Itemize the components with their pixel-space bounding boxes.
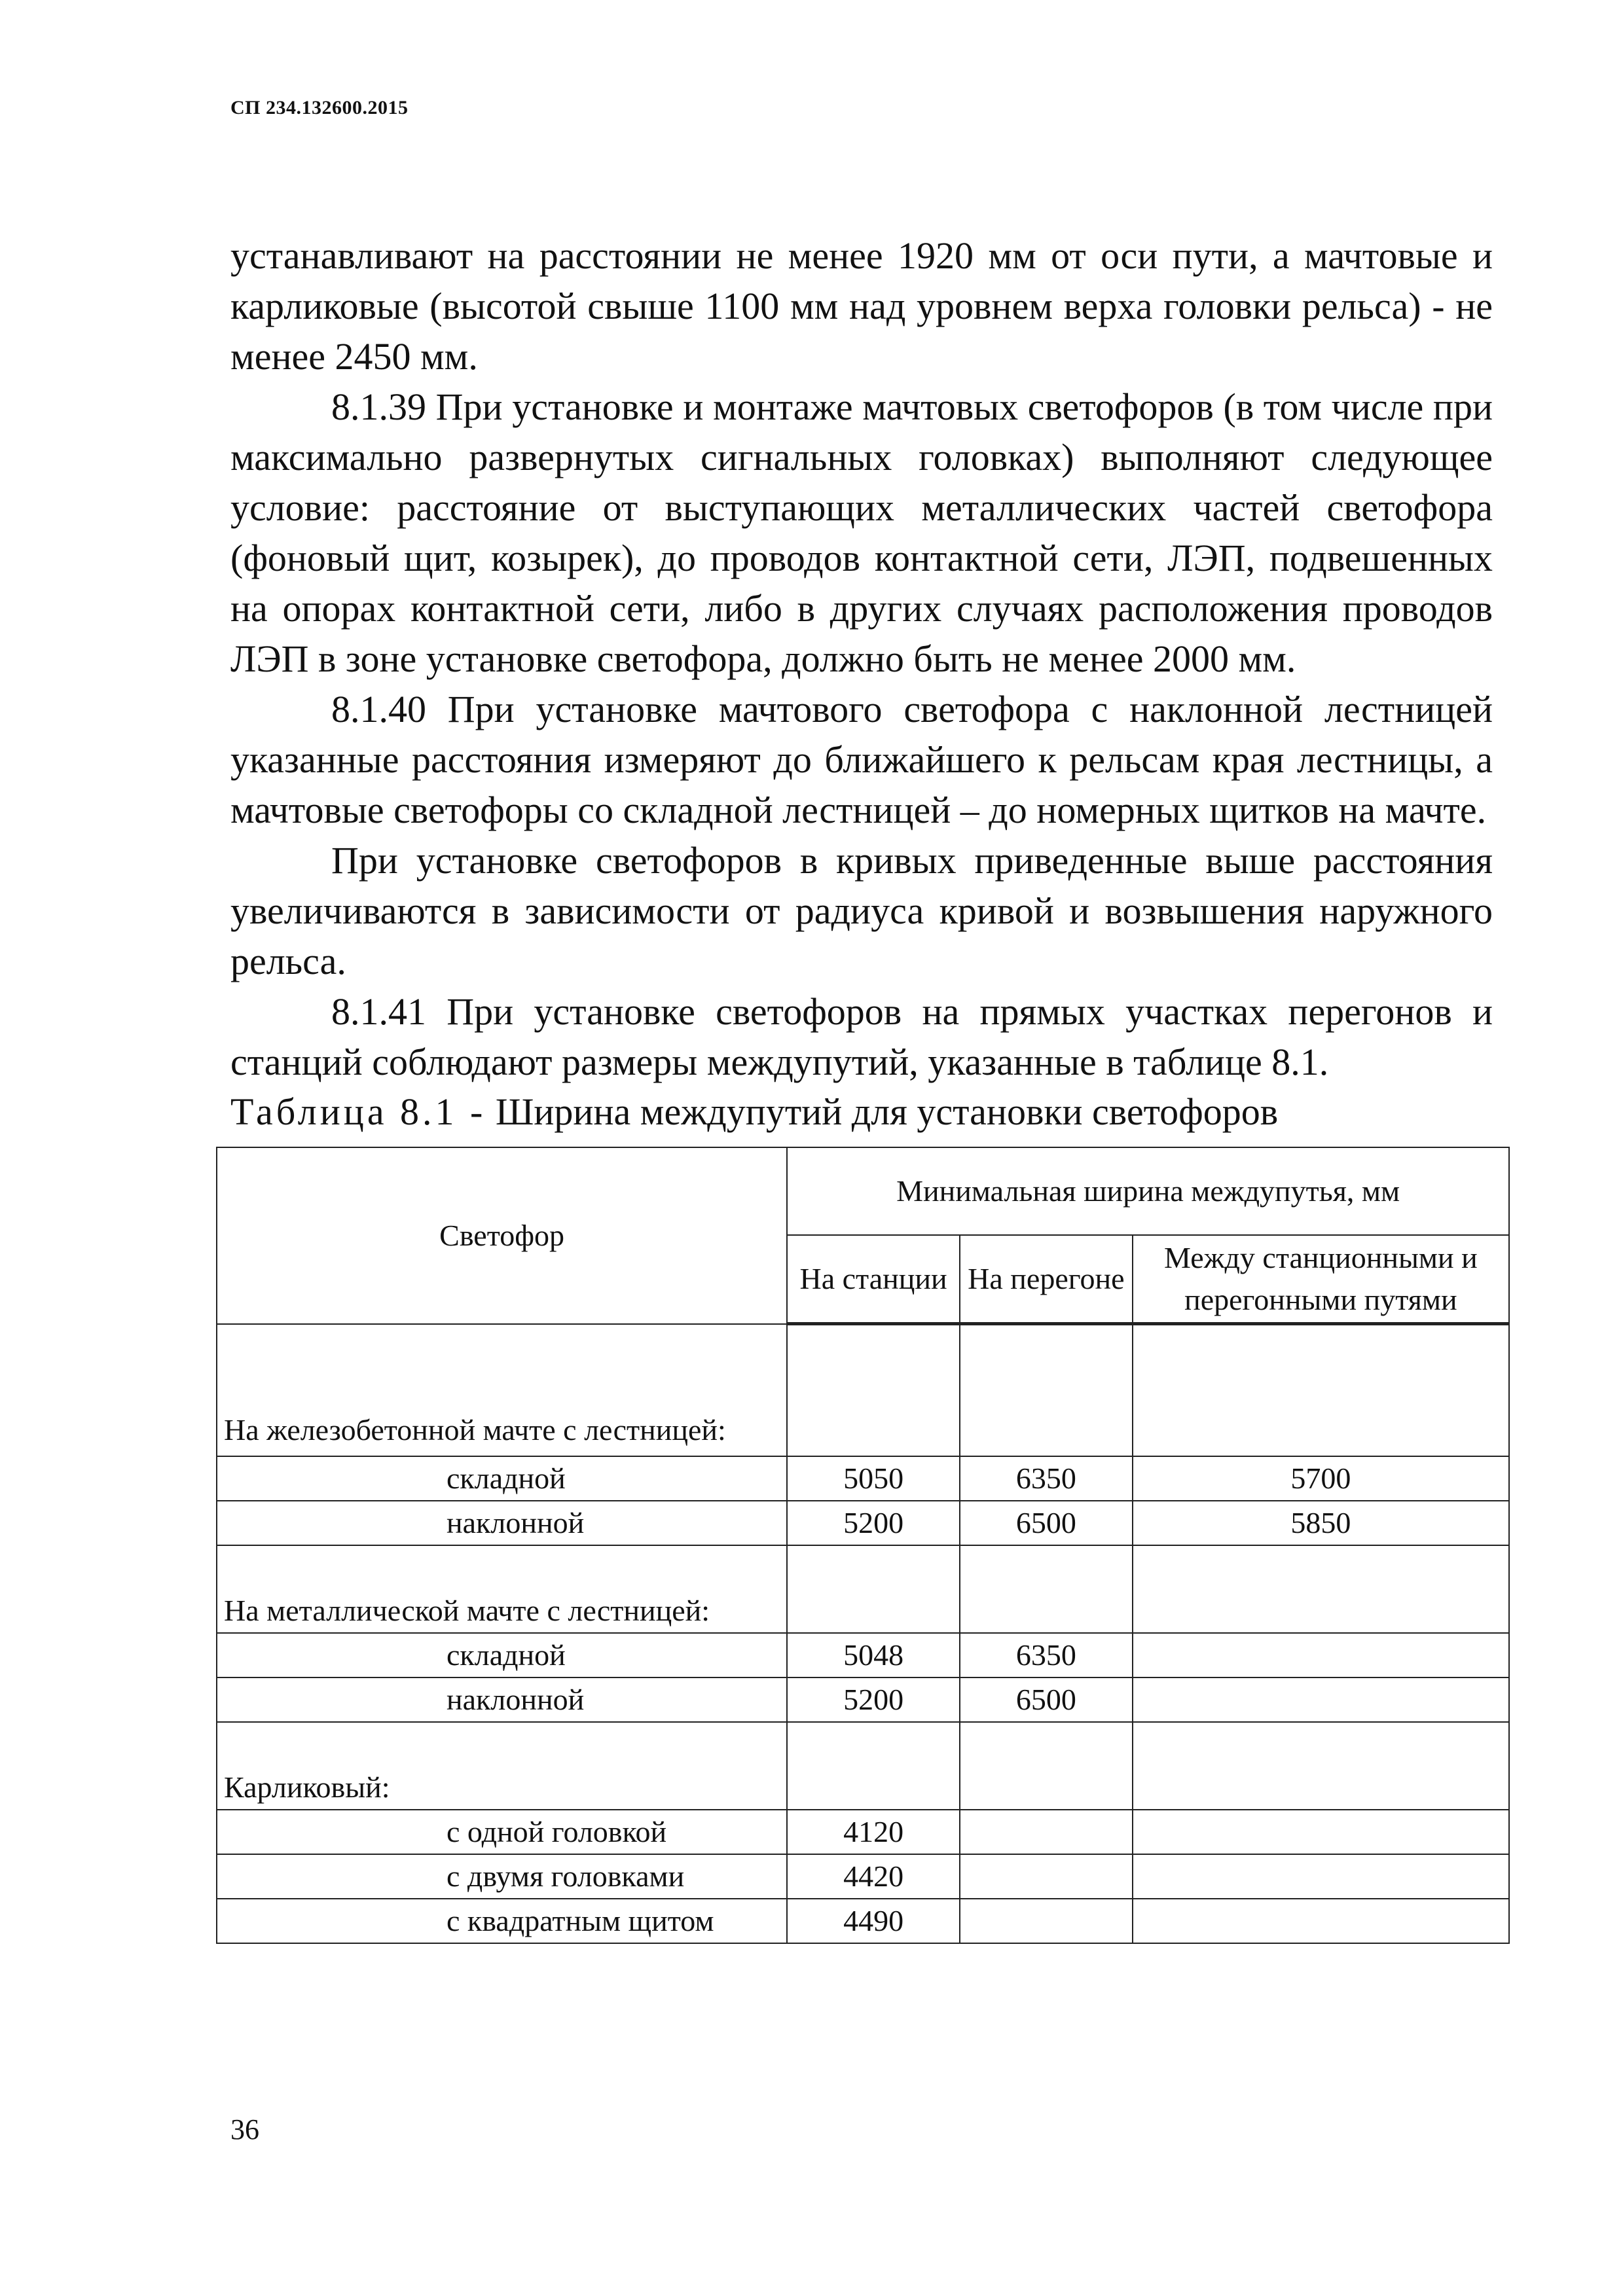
table-caption [230,1086,1278,1137]
cell-between [1133,1810,1509,1854]
row-name: с двумя головками [217,1854,787,1899]
running-header: СП 234.132600.2015 [230,97,409,118]
table-group-row [217,1545,1509,1633]
table-row [217,1633,1509,1677]
page-number: 36 [230,2113,259,2145]
table-caption-title: Ширина междупутий для установки светофоров [495,1090,1279,1133]
cell-stage: 6500 [960,1501,1133,1545]
table-row [217,1810,1509,1854]
empty-cell [787,1545,960,1633]
group-label: На металлической мачте с лестницей: [217,1545,787,1633]
group-label: На железобетонной мачте с лестницей: [217,1324,787,1456]
empty-cell [1133,1722,1509,1810]
cell-between: 5850 [1133,1501,1509,1545]
cell-station: 4420 [787,1854,960,1899]
cell-stage [960,1810,1133,1854]
paragraph-8-1-41: 8.1.41 При установке светофоров на прямых участках перегонов и станций соблюдают размеры междупутий, указанные в таблице 8.1. [230,990,1493,1083]
cell-between [1133,1633,1509,1677]
header-signal: Светофор [217,1147,787,1324]
paragraph-curves: При установке светофоров в кривых приведенные выше расстояния увеличиваются в зависимости от радиуса кривой и возвышения наружного рельса. [230,839,1493,982]
table-row [217,1899,1509,1943]
table-row [217,1677,1509,1722]
cell-stage [960,1899,1133,1943]
cell-between [1133,1854,1509,1899]
cell-stage [960,1854,1133,1899]
cell-station: 5200 [787,1677,960,1722]
empty-cell [1133,1324,1509,1456]
empty-cell [960,1722,1133,1810]
row-name: наклонной [217,1677,787,1722]
cell-station: 5050 [787,1456,960,1501]
empty-cell [1133,1545,1509,1633]
table-row [217,1456,1509,1501]
body-text [230,230,1493,1087]
table-group-row [217,1722,1509,1810]
cell-station: 4490 [787,1899,960,1943]
header-at-station: На станции [787,1235,960,1324]
row-name: складной [217,1633,787,1677]
row-name: наклонной [217,1501,787,1545]
empty-cell [787,1722,960,1810]
paragraph-8-1-39: 8.1.39 При установке и монтаже мачтовых светофоров (в том числе при максимально развернутых сигнальных головках) выполняют следующее условие: расстояние от выступающих металлических частей светофора (фоновый щит, козырек), до проводов контактной сети, ЛЭП, подвешенных на опорах контактной сети, либо в других случаях расположения проводов ЛЭП в зоне установке светофора, должно быть не менее 2000 мм. [230,386,1493,680]
cell-between [1133,1899,1509,1943]
table-caption-label: Таблица 8.1 - [230,1090,486,1133]
cell-between [1133,1677,1509,1722]
cell-stage: 6350 [960,1456,1133,1501]
empty-cell [787,1324,960,1456]
empty-cell [960,1324,1133,1456]
row-name: с квадратным щитом [217,1899,787,1943]
cell-between: 5700 [1133,1456,1509,1501]
signal-spacing-table [216,1147,1510,1944]
table-group-row [217,1324,1509,1456]
header-between-tracks: Между станционными и перегонными путями [1133,1235,1509,1324]
row-name: с одной головкой [217,1810,787,1854]
header-min-width: Минимальная ширина междупутья, мм [787,1147,1509,1235]
paragraph-continuation: устанавливают на расстоянии не менее 1920 мм от оси пути, а мачтовые и карликовые (высотой свыше 1100 мм над уровнем верха головки рельса) - не менее 2450 мм. [230,234,1493,378]
cell-station: 5048 [787,1633,960,1677]
empty-cell [960,1545,1133,1633]
cell-stage: 6500 [960,1677,1133,1722]
table-row [217,1501,1509,1545]
cell-stage: 6350 [960,1633,1133,1677]
table-row [217,1854,1509,1899]
cell-station: 4120 [787,1810,960,1854]
group-label: Карликовый: [217,1722,787,1810]
header-at-stage: На перегоне [960,1235,1133,1324]
cell-station: 5200 [787,1501,960,1545]
row-name: складной [217,1456,787,1501]
paragraph-8-1-40: 8.1.40 При установке мачтового светофора с наклонной лестницей указанные расстояния измеряют до ближайшего к рельсам края лестницы, а мачтовые светофоры со складной лестницей – до номерных щитков на мачте. [230,688,1493,831]
